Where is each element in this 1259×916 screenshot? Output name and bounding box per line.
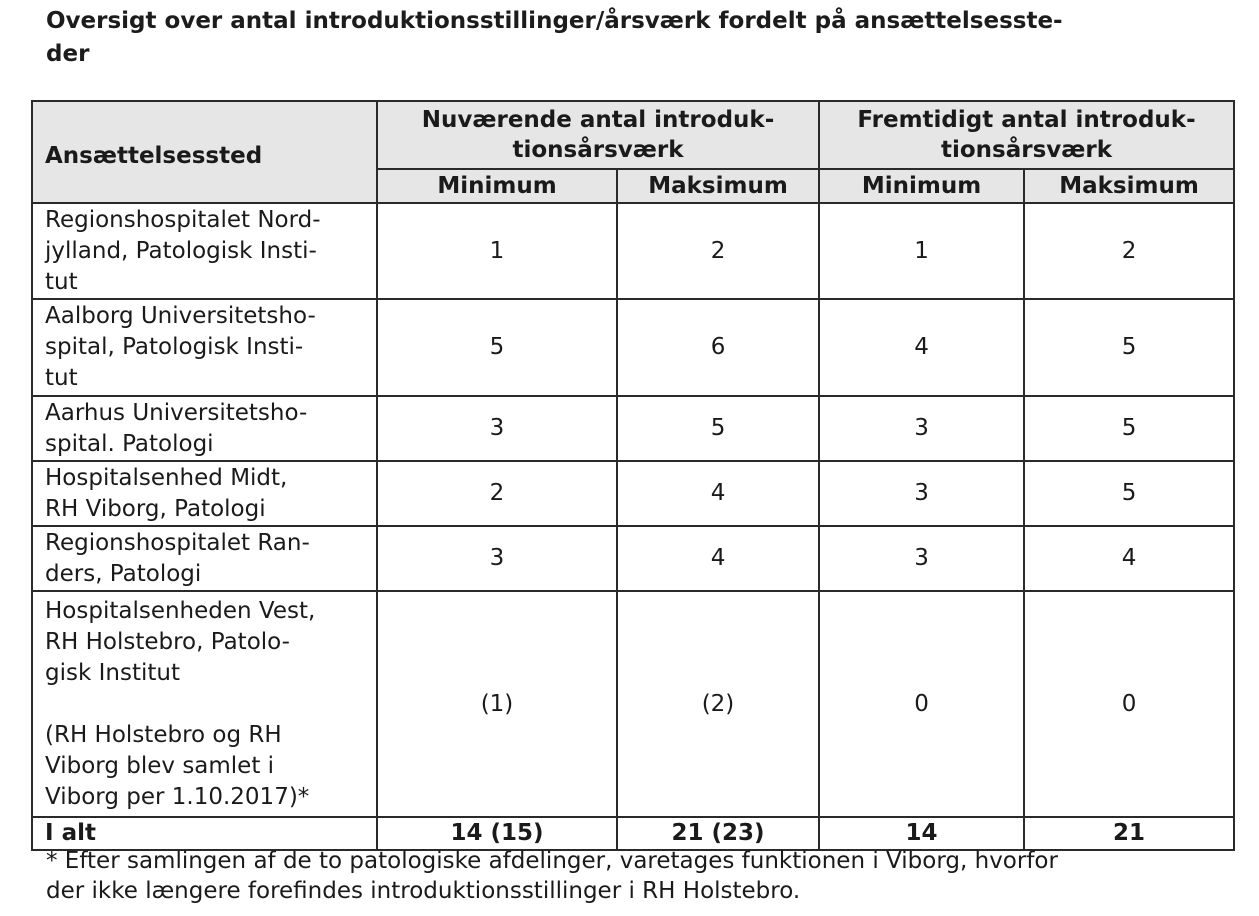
place-note-line: Viborg blev samlet i xyxy=(45,752,275,779)
total-current-max: 21 (23) xyxy=(617,817,819,850)
future-min-value: 3 xyxy=(819,461,1024,526)
table-row xyxy=(32,526,1234,591)
current-min-value: 5 xyxy=(377,299,617,396)
place-line: ders, Patologi xyxy=(45,560,202,587)
place-gap xyxy=(45,689,368,720)
place-note-line: Viborg per 1.10.2017)* xyxy=(45,783,310,810)
table-row xyxy=(32,591,1234,817)
place-line: Aalborg Universitetsho- xyxy=(45,303,316,329)
future-max-value: 2 xyxy=(1024,203,1234,299)
title-line-2: der xyxy=(46,41,90,67)
table-row xyxy=(32,203,1234,299)
current-min-value: 2 xyxy=(377,461,617,526)
place-line: Aarhus Universitetsho- xyxy=(45,399,308,426)
future-max-value: 5 xyxy=(1024,461,1234,526)
header-current-min: Minimum xyxy=(377,169,617,203)
table-row xyxy=(32,461,1234,526)
place-line: tut xyxy=(45,268,78,295)
place-line: Hospitalsenhed Midt, xyxy=(45,464,288,491)
future-min-value: 0 xyxy=(819,591,1024,817)
positions-table xyxy=(31,100,1235,851)
title-line-1: Oversigt over antal introduktionsstillinger/årsværk fordelt på ansættelsesste- xyxy=(46,8,1063,34)
future-min-value: 4 xyxy=(819,299,1024,396)
future-max-value: 4 xyxy=(1024,526,1234,591)
document-title xyxy=(46,5,1206,71)
row-place xyxy=(32,526,377,591)
footnote-line-2: der ikke længere forefindes introduktionsstillinger i RH Holstebro. xyxy=(46,878,801,904)
current-min-value: 1 xyxy=(377,203,617,299)
total-future-min: 14 xyxy=(819,817,1024,850)
header-current-group xyxy=(377,101,819,169)
current-max-value: 5 xyxy=(617,396,819,461)
place-line: gisk Institut xyxy=(45,659,180,686)
future-max-value: 0 xyxy=(1024,591,1234,817)
current-min-value: 3 xyxy=(377,396,617,461)
place-line: Regionshospitalet Nord- xyxy=(45,206,321,233)
place-line: jylland, Patologisk Insti- xyxy=(45,237,317,264)
total-future-max: 21 xyxy=(1024,817,1234,850)
place-line: Hospitalsenheden Vest, xyxy=(45,597,316,624)
header-current-max: Maksimum xyxy=(617,169,819,203)
current-min-value: (1) xyxy=(377,591,617,817)
header-future-min: Minimum xyxy=(819,169,1024,203)
header-place: Ansættelsessted xyxy=(32,101,377,203)
header-future-line-2: tionsårsværk xyxy=(941,137,1113,163)
table-row xyxy=(32,396,1234,461)
table-row xyxy=(32,299,1234,396)
place-line: spital. Patologi xyxy=(45,430,214,457)
current-max-value: 4 xyxy=(617,461,819,526)
future-min-value: 1 xyxy=(819,203,1024,299)
table-header-row xyxy=(32,101,1234,169)
place-note-line: (RH Holstebro og RH xyxy=(45,721,282,748)
place-line: spital, Patologisk Insti- xyxy=(45,334,304,360)
row-place xyxy=(32,203,377,299)
future-max-value: 5 xyxy=(1024,299,1234,396)
current-max-value: 2 xyxy=(617,203,819,299)
future-min-value: 3 xyxy=(819,396,1024,461)
place-line: RH Viborg, Patologi xyxy=(45,495,266,522)
row-place xyxy=(32,461,377,526)
row-place xyxy=(32,591,377,817)
future-min-value: 3 xyxy=(819,526,1024,591)
current-min-value: 3 xyxy=(377,526,617,591)
header-current-line-2: tionsårsværk xyxy=(512,137,684,163)
place-line: tut xyxy=(45,365,78,391)
footnote xyxy=(46,846,1226,906)
total-current-min: 14 (15) xyxy=(377,817,617,850)
header-future-max: Maksimum xyxy=(1024,169,1234,203)
total-label: I alt xyxy=(32,817,377,850)
row-place xyxy=(32,299,377,396)
footnote-line-1: * Efter samlingen af de to patologiske afdelinger, varetages funktionen i Viborg, hvorfor xyxy=(46,848,1058,874)
future-max-value: 5 xyxy=(1024,396,1234,461)
header-future-group xyxy=(819,101,1234,169)
current-max-value: 6 xyxy=(617,299,819,396)
header-current-line-1: Nuværende antal introduk- xyxy=(421,107,775,133)
place-line: Regionshospitalet Ran- xyxy=(45,529,310,556)
current-max-value: (2) xyxy=(617,591,819,817)
current-max-value: 4 xyxy=(617,526,819,591)
header-future-line-1: Fremtidigt antal introduk- xyxy=(857,107,1196,133)
place-line: RH Holstebro, Patolo- xyxy=(45,628,290,655)
row-place xyxy=(32,396,377,461)
